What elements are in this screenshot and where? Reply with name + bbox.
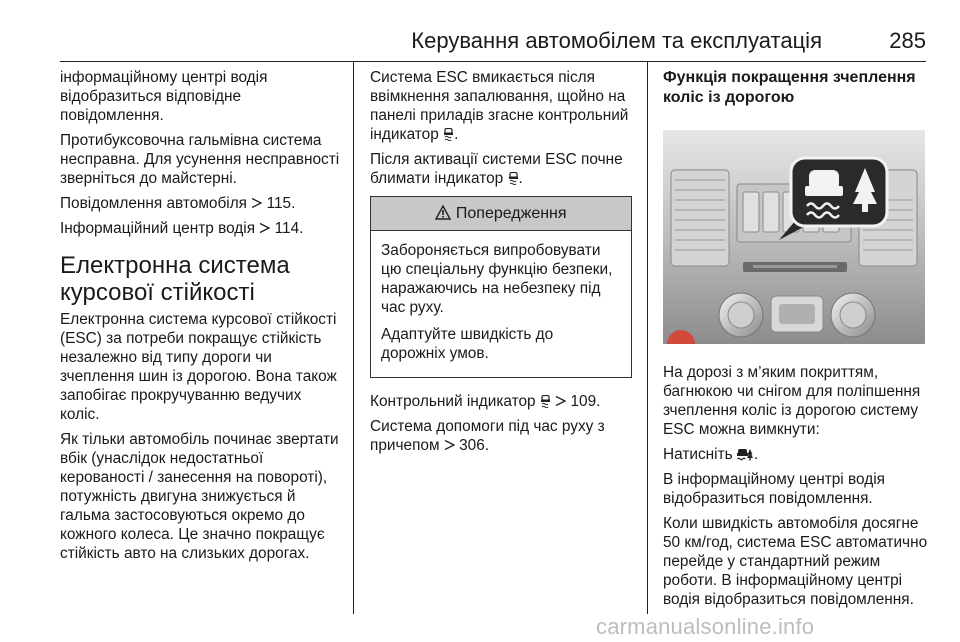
- cross-reference: [370, 392, 638, 411]
- column-middle: [370, 68, 638, 461]
- paragraph-text: Система ESC вмикається після ввімкнення запалювання, щойно на панелі приладів згасне контрольний індикатор: [370, 69, 629, 143]
- paragraph-text: Після активації системи ESC почне блимати індикатор: [370, 151, 623, 187]
- esc-indicator-icon: [443, 128, 454, 141]
- paragraph: Протибуксовочна гальмівна система несправна. Для усунення несправності зверніться до майстерні.: [60, 132, 340, 187]
- warning-box: [370, 196, 632, 378]
- paragraph: Натисніть .: [663, 446, 759, 463]
- page-number: 285: [889, 28, 926, 53]
- warning-text: Забороняється випробовувати цю спеціальну функцію безпеки, наражаючись на небезпеку під час руху.: [381, 242, 613, 316]
- traction-button-icon: [737, 448, 754, 461]
- paragraph: Електронна система курсової стійкості (ESC) за потреби покращує стійкість незалежно від типу дороги чи зчеплення шин із дорогою. Вона також запобігає прокручуванню ведучих коліс.: [60, 311, 337, 423]
- paragraph: Після активації системи ESC почне блимати індикатор .: [370, 151, 623, 187]
- section-heading: Електронна система курсової стійкості: [60, 252, 290, 306]
- warning-title: Попередження: [455, 205, 567, 222]
- paragraph: Система ESC вмикається після ввімкнення запалювання, щойно на панелі приладів згасне контрольний індикатор .: [370, 69, 629, 143]
- warning-header: [371, 197, 631, 231]
- reference-page[interactable]: 109.: [570, 393, 601, 410]
- reference-text: Контрольний індикатор: [370, 393, 536, 410]
- paragraph: інформаційному центрі водія відобразиться відповідне повідомлення.: [60, 69, 268, 124]
- reference-text: Система допомоги під час руху з причепом: [370, 418, 605, 454]
- reference-page[interactable]: 115.: [266, 195, 296, 212]
- cross-reference: [60, 219, 344, 238]
- reference-text: Інформаційний центр водія: [60, 220, 256, 237]
- esc-indicator-icon: [540, 395, 551, 408]
- column-left: [60, 68, 344, 569]
- reference-text: Повідомлення автомобіля: [60, 195, 248, 212]
- paragraph: Коли швидкість автомобіля досягне 50 км/год, система ESC автоматично перейде у стандартний режим роботи. В інформаційному центрі водія відобразиться повідомлення.: [663, 515, 928, 608]
- paragraph: Як тільки автомобіль починає звертати вбік (унаслідок недостатньої керованості / занесення на повороті), потужність двигуна знижується й гальма застосовуються окремо до кожного колеса. Це значно покращує стійкість авто на слизьких дорогах.: [60, 431, 339, 562]
- page-header: [60, 22, 926, 62]
- cross-reference: [60, 194, 344, 213]
- page-ref-arrow-icon: [444, 439, 455, 451]
- dashboard-illustration: [663, 130, 925, 344]
- column-right: [663, 68, 929, 615]
- page-title: Керування автомобілем та експлуатація: [411, 28, 822, 53]
- page-ref-arrow-icon: [555, 395, 566, 407]
- warning-triangle-icon: [435, 205, 451, 220]
- reference-page[interactable]: 114.: [274, 220, 304, 237]
- cross-reference: [370, 417, 638, 455]
- page-ref-arrow-icon: [251, 197, 262, 209]
- column-divider: [647, 62, 648, 614]
- esc-indicator-icon: [508, 172, 519, 185]
- reference-page[interactable]: 306.: [459, 437, 490, 454]
- page-ref-arrow-icon: [259, 222, 270, 234]
- paragraph: В інформаційному центрі водія відобразиться повідомлення.: [663, 471, 885, 507]
- paragraph-text: Натисніть: [663, 446, 733, 463]
- paragraph: На дорозі з м’яким покриттям, багнюкою чи снігом для поліпшення зчеплення коліс із дорогою систему ESC можна вимкнути:: [663, 364, 921, 438]
- column-divider: [353, 62, 354, 614]
- watermark: carmanualsonline.info: [596, 614, 815, 639]
- section-heading: Функція покращення зчеплення коліс із дорогою: [663, 69, 916, 106]
- warning-text: Адаптуйте швидкість до дорожніх умов.: [381, 326, 554, 362]
- warning-body: [371, 231, 631, 377]
